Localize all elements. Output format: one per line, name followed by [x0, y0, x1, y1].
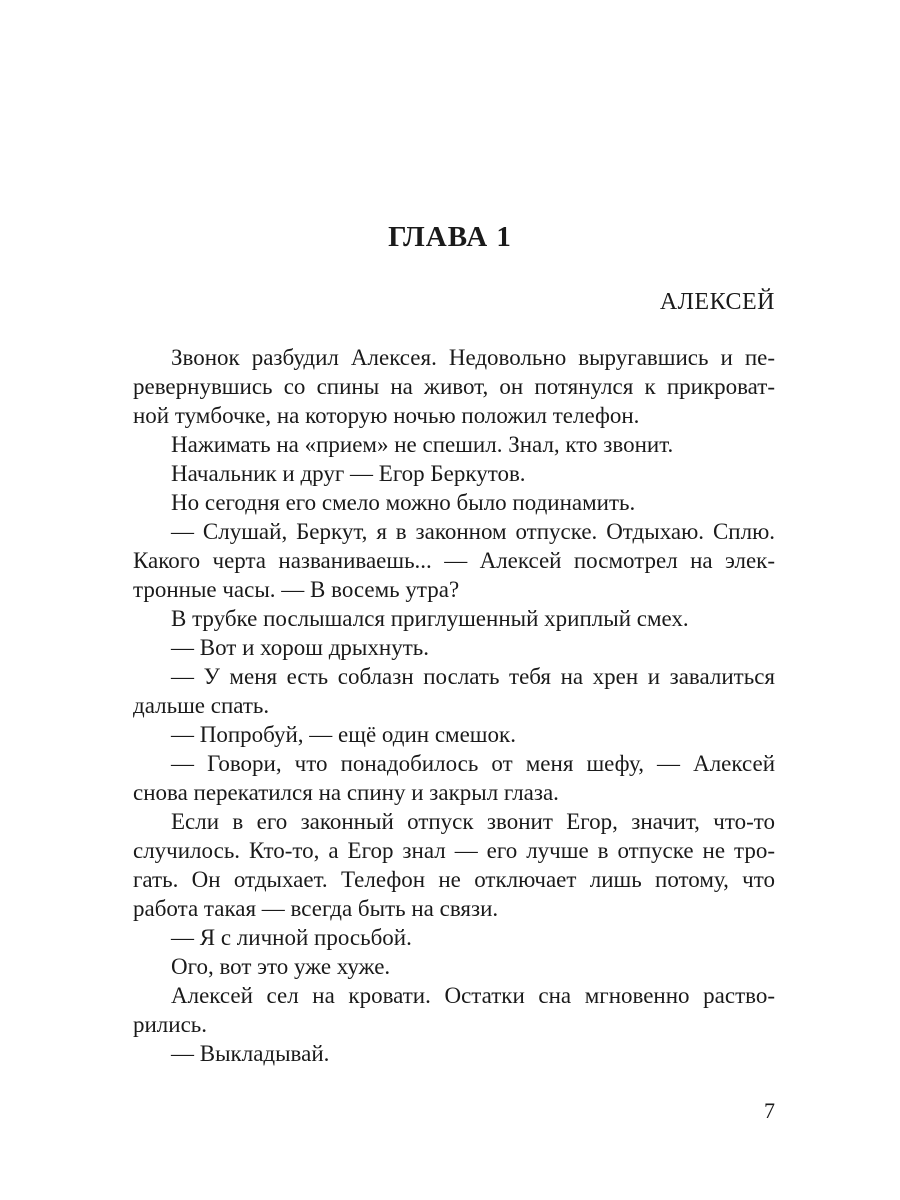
chapter-title: ГЛАВА 1 — [388, 221, 512, 253]
text-line: — Выкладывай. — [171, 1041, 330, 1066]
text-line: Ого, вот это уже хуже. — [171, 954, 391, 979]
text-line: — Я с личной просьбой. — [171, 925, 412, 950]
text-line: Если в его законный отпуск звонит Егор, значит, что-то — [171, 809, 775, 834]
text-line: гать. Он отдыхает. Телефон не отключает лишь потому, что — [133, 867, 775, 892]
text-line: дальше спать. — [133, 693, 270, 718]
text-line: Но сегодня его смело можно было подинамить. — [171, 490, 636, 515]
text-line: В трубке послышался приглушенный хриплый смех. — [171, 606, 689, 631]
text-line: Какого черта названиваешь... — Алексей посмотрел на элек- — [133, 548, 775, 573]
text-line: — Слушай, Беркут, я в законном отпуске. Отдыхаю. Сплю. — [171, 519, 775, 544]
chapter-text — [133, 343, 775, 1068]
text-line: Звонок разбудил Алексея. Недовольно выругавшись и пе- — [171, 345, 775, 370]
text-line: Начальник и друг — Егор Беркутов. — [171, 461, 526, 486]
text-line: случилось. Кто-то, а Егор знал — его лучше в отпуске не тро- — [133, 838, 775, 863]
text-line: снова перекатился на спину и закрыл глаза. — [133, 780, 559, 805]
pov-character-name: АЛЕКСЕЙ — [659, 289, 775, 315]
text-line: ревернувшись со спины на живот, он потянулся к прикроват- — [133, 374, 775, 399]
text-line: — У меня есть соблазн послать тебя на хрен и завалиться — [171, 664, 775, 689]
page-number: 7 — [764, 1098, 775, 1123]
text-line: работа такая — всегда быть на связи. — [133, 896, 499, 921]
text-line: — Попробуй, — ещё один смешок. — [171, 722, 516, 747]
text-line: ной тумбочке, на которую ночью положил телефон. — [133, 403, 640, 428]
text-line: тронные часы. — В восемь утра? — [133, 577, 460, 602]
text-line: рились. — [133, 1012, 208, 1037]
text-line: — Говори, что понадобилось от меня шефу, — Алексей — [171, 751, 775, 776]
text-line: Нажимать на «прием» не спешил. Знал, кто звонит. — [171, 432, 674, 457]
text-line: Алексей сел на кровати. Остатки сна мгновенно раство- — [171, 983, 775, 1008]
text-line: — Вот и хорош дрыхнуть. — [171, 635, 429, 660]
